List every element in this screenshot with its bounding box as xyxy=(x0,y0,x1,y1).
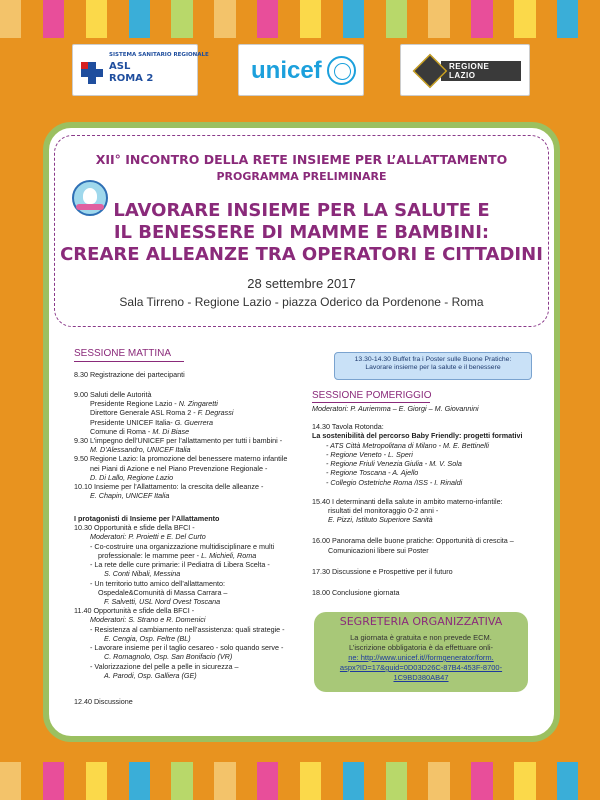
buffet-box xyxy=(334,352,532,380)
stripe xyxy=(64,762,85,800)
registration-link[interactable]: ne: http://www.unicef.it//formgenerator/form. xyxy=(348,653,494,662)
talk-1010-speaker: E. Chapin, UNICEF Italia xyxy=(90,491,170,501)
stripe xyxy=(257,0,278,38)
session-1030-moderators: Moderatori: P. Proietti e E. Del Curto xyxy=(90,532,206,542)
round-table-participant: - Regione Friuli Venezia Giulia - M. V. Sola xyxy=(326,459,462,469)
talk-950-line2: nei Piani di Azione e nel Piano Prevenzione Regionale - xyxy=(90,463,268,473)
event-subtitle: PROGRAMMA PRELIMINARE xyxy=(216,170,387,183)
stripe xyxy=(43,762,64,800)
stripe xyxy=(557,762,578,800)
talk-1010: 10.10 Insieme per l’Allattamento: la crescita delle alleanze - xyxy=(74,482,264,492)
stripe xyxy=(493,0,514,38)
stripe xyxy=(364,0,385,38)
stripe xyxy=(129,762,150,800)
session-1140-item: - Valorizzazione del pelle a pelle in sicurezza – xyxy=(90,661,239,671)
session-1030-speaker: F. Salvetti, USL Nord Ovest Toscana xyxy=(104,596,221,606)
event-date: 28 settembre 2017 xyxy=(247,276,356,291)
stripe xyxy=(450,0,471,38)
session-1140-head: 11.40 Opportunità e sfide della BFCI - xyxy=(74,606,195,616)
session-1140-speaker: A. Parodi, Osp. Galliera (GE) xyxy=(104,670,197,680)
stripe xyxy=(578,762,599,800)
stripe xyxy=(193,762,214,800)
session-1140-speaker: C. Romagnolo, Osp. San Bonifacio (VR) xyxy=(104,652,233,662)
session-1140-item: - Lavorare insieme per il taglio cesareo - solo quando serve - xyxy=(90,643,284,653)
afternoon-moderators: Moderatori: P. Auriemma – E. Giorgi – M. Giovannini xyxy=(312,404,479,413)
decorative-stripes-bottom xyxy=(0,762,600,800)
talks-block xyxy=(74,436,287,501)
event-venue: Sala Tirreno - Regione Lazio - piazza Oderico da Pordenone - Roma xyxy=(119,295,484,309)
regione-lazio-logo[interactable] xyxy=(400,44,530,96)
stripe xyxy=(21,762,42,800)
stripe xyxy=(386,762,407,800)
stripe xyxy=(43,0,64,38)
registration-link[interactable]: aspx?ID=17&guid=0D03D26C-87B4-453F-8700- xyxy=(339,663,503,672)
stripe xyxy=(257,762,278,800)
asl-system-label: SISTEMA SANITARIO REGIONALE xyxy=(109,52,209,58)
stripe xyxy=(86,0,107,38)
stripe xyxy=(493,762,514,800)
talk-1600: 16.00 Panorama delle buone pratiche: Opportunità di crescita – xyxy=(312,536,514,546)
stripe xyxy=(428,0,449,38)
stripe xyxy=(536,0,557,38)
greetings-row: Presidente UNICEF Italia- G. Guerrera xyxy=(90,417,214,427)
registration-row: 8.30 Registrazione dei partecipanti xyxy=(74,370,185,379)
lazio-emblem-icon xyxy=(413,54,448,89)
stripe xyxy=(343,762,364,800)
session-1030-item: - Un territorio tutto amico dell’allattamento: xyxy=(90,578,226,588)
stripe xyxy=(86,762,107,800)
session-1140-speaker: E. Cengia, Osp. Feltre (BL) xyxy=(104,633,191,643)
morning-session-title: SESSIONE MATTINA xyxy=(74,348,172,359)
stripe xyxy=(300,762,321,800)
unicef-wordmark: unicef xyxy=(251,57,322,84)
lazio-label-1: REGIONE xyxy=(449,62,490,71)
stripe xyxy=(278,0,299,38)
stripe xyxy=(278,762,299,800)
session-1030-head: 10.30 Opportunità e sfide della BFCI - xyxy=(74,523,195,533)
stripe xyxy=(193,0,214,38)
session-1030-item: Ospedale&Comunità di Massa Carrara – xyxy=(98,587,228,597)
afternoon-block xyxy=(312,404,522,597)
session-1030-item: - Co-costruire una organizzazione multidisciplinare e multi xyxy=(90,541,275,551)
registration-link[interactable]: 1C9BD380AB47 xyxy=(393,673,449,682)
talk-1540-line2: risultati del monitoraggio 0-2 anni - xyxy=(328,505,439,515)
round-table-title: La sostenibilità del percorso Baby Friendly: progetti formativi xyxy=(312,431,523,441)
stripe xyxy=(171,762,192,800)
round-table-participant: - Collegio Ostetriche Roma /ISS - I. Rinaldi xyxy=(326,477,463,487)
talk-930: 9.30 L’impegno dell’UNICEF per l’allattamento per tutti i bambini - xyxy=(74,436,283,445)
secretariat-line-2: L’iscrizione obbligatoria è da effettuare onli- xyxy=(348,643,494,652)
main-heading-line-3: CREARE ALLEANZE TRA OPERATORI E CITTADINI xyxy=(60,244,543,265)
stripe xyxy=(21,0,42,38)
stripe xyxy=(107,762,128,800)
stripe xyxy=(236,0,257,38)
stripe xyxy=(150,762,171,800)
session-1140-item: - Resistenza al cambiamento nell’assistenza: quali strategie - xyxy=(90,624,285,634)
session-1030-item: - La rete delle cure primarie: il Pediatra di Libera Scelta - xyxy=(90,560,270,570)
lazio-label-2: LAZIO xyxy=(449,71,476,80)
stripe xyxy=(214,0,235,38)
stripe xyxy=(514,0,535,38)
stripe xyxy=(107,0,128,38)
buffet-line-1: 13.30-14.30 Buffet fra i Poster sulle Buone Pratiche: xyxy=(354,356,512,363)
stripe xyxy=(386,0,407,38)
morning-title-underline xyxy=(74,361,184,362)
secretariat-line-1: La giornata è gratuita e non prevede ECM. xyxy=(350,633,492,642)
afternoon-title-underline xyxy=(312,402,430,403)
afternoon-session-title: SESSIONE POMERIGGIO xyxy=(312,390,432,401)
asl-name: ASL xyxy=(109,61,131,72)
stripe xyxy=(214,762,235,800)
stripe xyxy=(471,762,492,800)
stripe xyxy=(171,0,192,38)
stripe xyxy=(64,0,85,38)
talk-1800: 18.00 Conclusione giornata xyxy=(312,588,400,598)
greetings-title: 9.00 Saluti delle Autorità xyxy=(74,390,152,399)
stripe xyxy=(0,762,21,800)
stripe xyxy=(129,0,150,38)
round-table-participant: - Regione Veneto - L. Speri xyxy=(326,449,413,459)
stripe xyxy=(450,762,471,800)
stripe xyxy=(343,0,364,38)
session-1140-moderators: Moderatori: S. Strano e R. Domenici xyxy=(90,615,206,625)
talk-1600-line2: Comunicazioni libere sui Poster xyxy=(328,545,429,555)
discussion-row: 12.40 Discussione xyxy=(74,697,133,706)
main-heading-line-2: IL BENESSERE DI MAMME E BAMBINI: xyxy=(113,222,490,243)
unicef-logo[interactable] xyxy=(238,44,364,96)
asl-region: ROMA 2 xyxy=(109,73,154,84)
asl-roma2-logo[interactable] xyxy=(72,44,209,96)
secretariat-box xyxy=(314,612,528,692)
talk-1540-speaker: E. Pizzi, Istituto Superiore Sanità xyxy=(328,515,433,525)
stripe xyxy=(321,762,342,800)
stripe xyxy=(407,0,428,38)
stripe xyxy=(407,762,428,800)
secretariat-title: SEGRETERIA ORGANIZZATIVA xyxy=(339,615,503,628)
stripe xyxy=(150,0,171,38)
decorative-stripes-top xyxy=(0,0,600,38)
protagonists-title: I protagonisti di Insieme per l’Allattamento xyxy=(74,514,220,523)
stripe xyxy=(236,762,257,800)
stripe xyxy=(0,0,21,38)
stripe xyxy=(578,0,599,38)
medical-cross-icon xyxy=(81,62,103,84)
round-table-participant: - Regione Toscana - A. Ajello xyxy=(326,468,419,478)
stripe xyxy=(428,762,449,800)
talk-930-speaker: M. D’Alessandro, UNICEF Italia xyxy=(90,445,191,455)
stripe xyxy=(557,0,578,38)
stripe xyxy=(471,0,492,38)
event-title: XII° INCONTRO DELLA RETE INSIEME PER L’ALLATTAMENTO xyxy=(95,152,508,167)
round-table-row: 14.30 Tavola Rotonda: xyxy=(312,422,384,432)
unicef-globe-icon xyxy=(327,56,356,85)
stripe xyxy=(321,0,342,38)
talk-1540: 15.40 I determinanti della salute in ambito materno-infantile: xyxy=(312,496,503,506)
greetings-row: Comune di Roma - M. Di Biase xyxy=(90,426,190,436)
buffet-line-2: Lavorare insieme per la salute e il benessere xyxy=(365,364,501,372)
talk-950-speaker: D. Di Lallo, Regione Lazio xyxy=(90,472,174,482)
session-1030-item: professionale: le mamme peer - L. Michieli, Roma xyxy=(98,550,257,560)
round-table-participant: - ATS Città Metropolitana di Milano - M. E. Bettinelli xyxy=(326,440,489,450)
greetings-row: Presidente Regione Lazio - N. Zingaretti xyxy=(90,399,218,409)
talk-1730: 17.30 Discussione e Prospettive per il futuro xyxy=(312,566,453,576)
main-heading-line-1: LAVORARE INSIEME PER LA SALUTE E xyxy=(113,200,490,221)
stripe xyxy=(514,762,535,800)
stripe xyxy=(300,0,321,38)
protagonists-block xyxy=(74,514,285,680)
stripe xyxy=(536,762,557,800)
talk-950: 9.50 Regione Lazio: la promozione del benessere materno infantile xyxy=(74,454,288,464)
greetings-block xyxy=(74,390,233,436)
greetings-row: Direttore Generale ASL Roma 2 - F. Degrassi xyxy=(90,408,234,418)
stripe xyxy=(364,762,385,800)
session-1030-speaker: S. Conti Nibali, Messina xyxy=(104,569,181,579)
